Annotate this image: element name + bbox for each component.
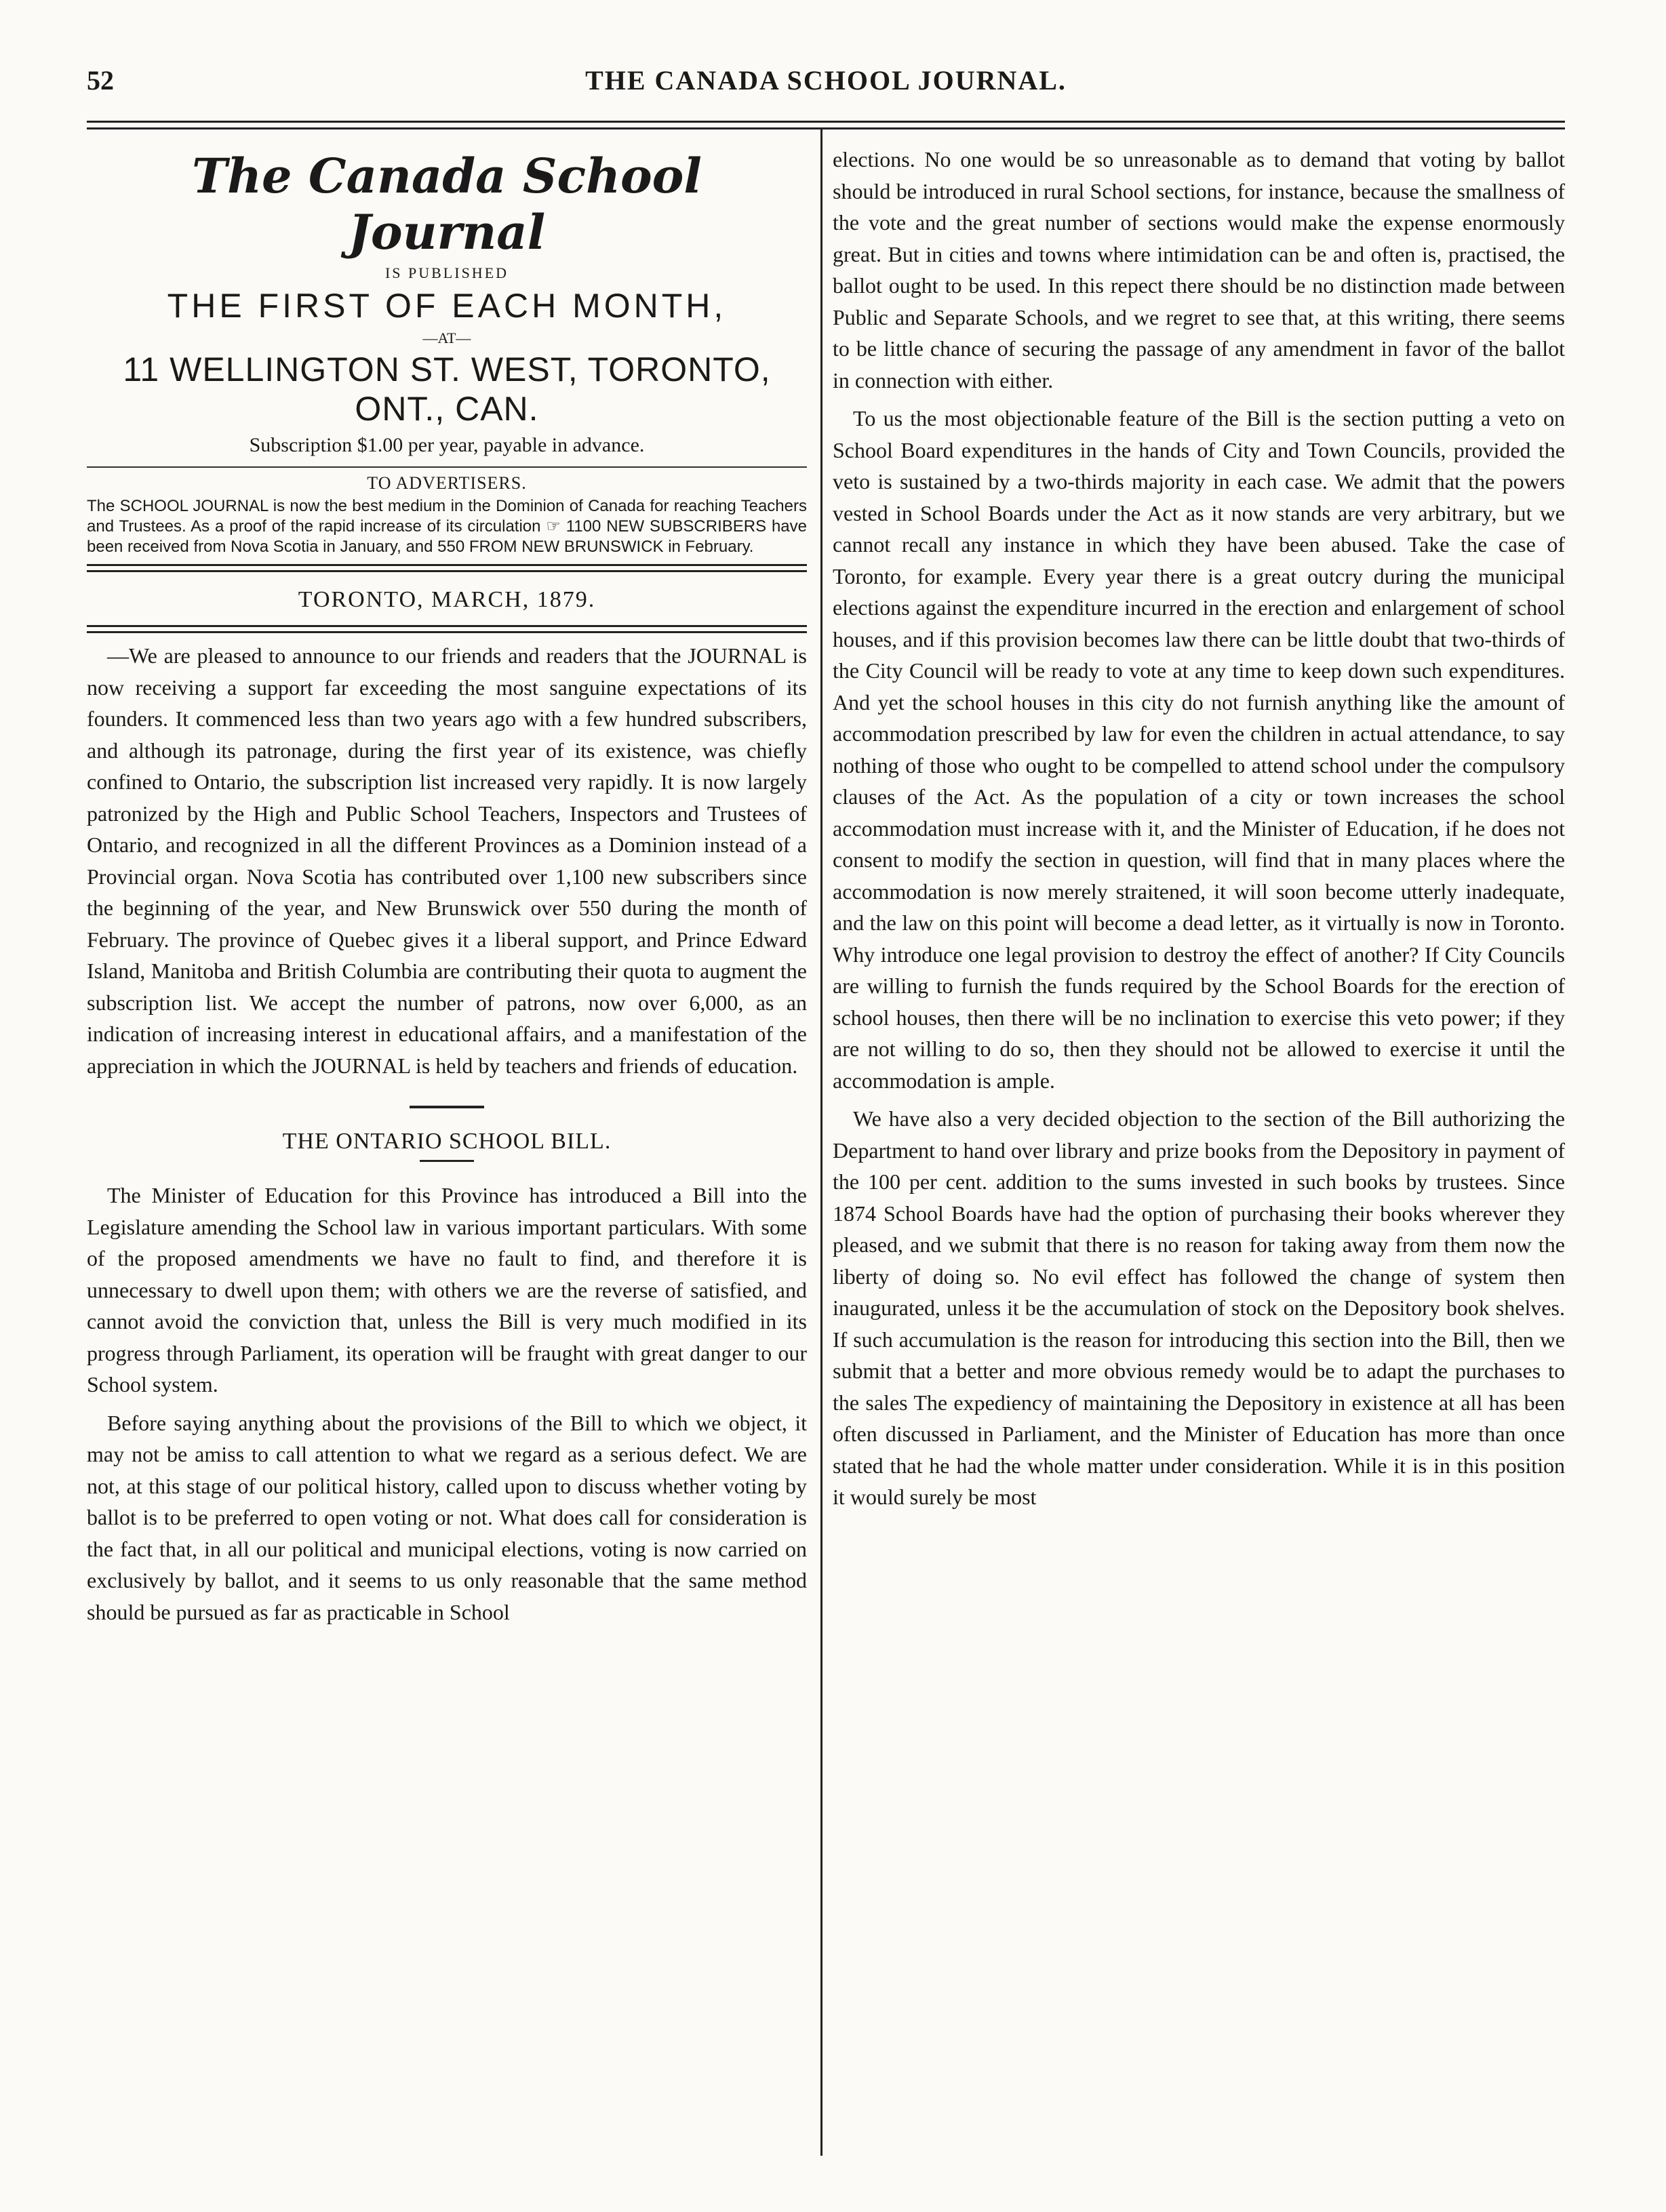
journal-title: The Canada School Journal xyxy=(192,148,702,260)
advertisers-heading: TO ADVERTISERS. xyxy=(367,473,527,493)
heading-rule xyxy=(420,1160,474,1162)
column-divider xyxy=(820,129,822,2156)
bill-paragraph-4: We have also a very decided objection to the section of the Bill authorizing the Department to hand over library and prize books from the Depository in payment of the 100 per cent. addition to the sums invested in such books by trustees. Since 1874 School Boards have had the option of purchasing their books wherever they pleased, and we submit that there is no reason for taking away from them now the liberty of doing so. No evil effect has followed the change of system then inaugurated, unless it be the accumulation of stock on the Depository book shelves. If such accumulation is the reason for introducing this section into the Bill, then we submit that a better and more obvious remedy would be to adapt the purchases to the sales The expediency of maintaining the Depository in existence at all has been often discussed in Parliament, and the Minister of Education has more than once stated that he had the whole matter under consideration. While it is in this position it would surely be most xyxy=(833,1106,1565,1509)
running-title: THE CANADA SCHOOL JOURNAL. xyxy=(585,65,1067,96)
is-published: IS PUBLISHED xyxy=(384,264,509,281)
bill-paragraph-2: Before saying anything about the provisions of the Bill to which we object, it may not be amiss to call attention to what we regard as a serious defect. We are not, at this stage of our political history, called upon to discuss whether voting by ballot is to be preferred to open voting or not. What does call for consideration is the fact that, in all our political and municipal elections, voting is now carried on exclusively by ballot, and it seems to us only reasonable that the same method should be pursued as far as practicable in School xyxy=(87,1410,807,1624)
left-column xyxy=(87,136,807,1628)
advertisers-text: The SCHOOL JOURNAL is now the best medium in the Dominion of Canada for reaching Teachers and Trustees. As a proof of the rapid increase of its circulation ☞ 1100 NEW SUBSCRIBERS have been received from Nova Scotia in January, and 550 FROM NEW BRUNSWICK in February. xyxy=(87,497,807,556)
page-number: 52 xyxy=(87,65,114,96)
divider xyxy=(87,564,807,572)
section-heading: THE ONTARIO SCHOOL BILL. xyxy=(282,1129,612,1154)
bill-paragraph-3: To us the most objectionable feature of the Bill is the section putting a veto on School Board expenditures in the hands of City and Town Councils, provided the veto is sustained by a two-thirds majority in each case. We admit that the powers vested in School Boards under the Act as it now stands are very arbitrary, but we cannot recall any instance in which they have been abused. Take the case of Toronto, for example. Every year there is a great outcry during the municipal elections against the expenditure incurred in the erection and enlargement of school houses, and if this provision becomes law there can be little doubt that two-thirds of the City Council will be ready to vote at any time to keep down such expenditures. And yet the school houses in this city do not furnish anything like the amount of accommodation prescribed by law for even the children in actual attendance, to say nothing of those who ought to be compelled to attend school under the compulsory clauses of the Act. As the population of a city or town increases the school accommodation must increase with it, and the Minister of Education, if he does not consent to modify the section in question, will find that in many places where the accommodation is now merely straitened, it will soon become utterly inadequate, and the law on this point will become a dead letter, as it virtually is now in Toronto. Why introduce one legal provision to destroy the effect of another? If City Councils are willing to furnish the funds required by the School Boards for the erection of school houses, then there will be no inclination to exercise this veto power; if they are not willing to do so, then they should not be allowed to exercise it until the accommodation is ample. xyxy=(833,406,1565,1093)
section-rule xyxy=(410,1106,484,1108)
masthead xyxy=(87,148,807,457)
dateline: TORONTO, MARCH, 1879. xyxy=(298,587,596,612)
frequency: THE FIRST OF EACH MONTH, xyxy=(167,287,727,325)
bill-paragraph-1: The Minister of Education for this Province has introduced a Bill into the Legislature amending the School law in various important particulars. With some of the proposed amendments we have no fault to find, and therefore it is unnecessary to dwell upon them; with others we are the reverse of satisfied, and cannot avoid the conviction that, unless the Bill is very much modified in its progress through Parliament, its operation will be fraught with great danger to our School system. xyxy=(87,1183,807,1396)
header-rule xyxy=(87,121,1565,129)
announcement-paragraph: —We are pleased to announce to our friends and readers that the JOURNAL is now receiving a support far exceeding the most sanguine expectations of its founders. It commenced less than two years ago with a few hundred subscribers, and although its patronage, during the first year of its existence, was chiefly confined to Ontario, the subscription list increased very rapidly. It is now largely patronized by the High and Public School Teachers, Inspectors and Trustees of Ontario, and recognized in all the different Provinces as a Dominion instead of a Provincial organ. Nova Scotia has contributed over 1,100 new subscribers since the beginning of the year, and New Brunswick over 550 during the month of February. The province of Quebec gives it a liberal support, and Prince Edward Island, Manitoba and British Columbia are contributing their quota to augment the subscription list. We accept the number of patrons, now over 6,000, as an indication of increasing interest in educational affairs, and a manifestation of the appreciation in which the JOURNAL is held by teachers and friends of education. xyxy=(87,643,807,1078)
at-label: —AT— xyxy=(422,329,471,346)
page-header xyxy=(87,64,1565,112)
right-column xyxy=(833,136,1565,1513)
subscription: Subscription $1.00 per year, payable in advance. xyxy=(249,434,645,456)
divider xyxy=(87,466,807,468)
address: 11 WELLINGTON ST. WEST, TORONTO, ONT., CAN. xyxy=(123,350,771,428)
bill-paragraph-2-continued: elections. No one would be so unreasonable as to demand that voting by ballot should be introduced in rural School sections, for instance, because the smallness of the vote and the great number of sections would make the expense enormously great. But in cities and towns where intimidation can be and often is, practised, the ballot ought to be used. In this repect there should be no distinction made between Public and Separate Schools, and we regret to see that, at this writing, there seems to be little chance of securing the passage of any amendment in favor of the ballot in connection with either. xyxy=(833,147,1565,393)
divider xyxy=(87,625,807,633)
